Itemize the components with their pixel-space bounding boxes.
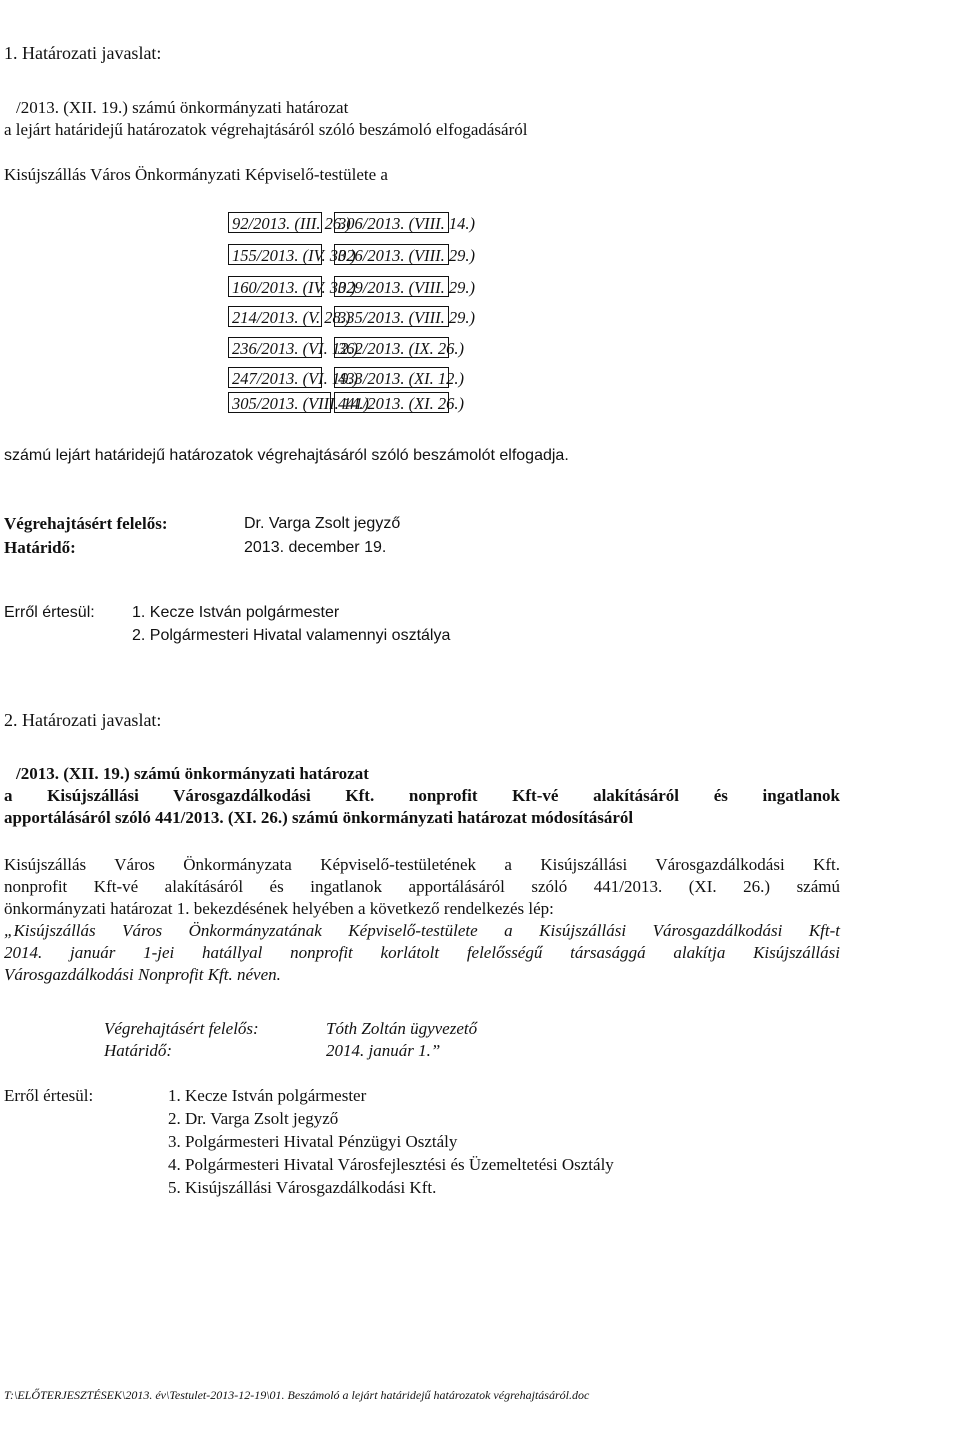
- notify-item: 5. Kisújszállási Városgazdálkodási Kft.: [168, 1178, 437, 1197]
- section1-decision: számú lejárt határidejű határozatok végrehajtásáról szóló beszámolót elfogadja.: [4, 447, 569, 464]
- section1-responsible-value: Dr. Varga Zsolt jegyző: [244, 515, 401, 532]
- section2-body-line: Kisújszállás Város Önkormányzata Képviselő-testületének a Kisújszállási Városgazdálkodási Kft.: [4, 855, 840, 874]
- footer-file-path: T:\ELŐTERJESZTÉSEK\2013. év\Testulet-2013-12-19\01. Beszámoló a lejárt határidejű határozatok végrehajtásáról.doc: [4, 1388, 590, 1402]
- resolution-cell: 305/2013. (VIII. 14.): [228, 392, 331, 413]
- notify-item: 4. Polgármesteri Hivatal Városfejlesztési és Üzemeltetési Osztály: [168, 1155, 614, 1174]
- resolution-cell: 247/2013. (VI. 19.): [228, 367, 322, 388]
- notify-item: 2. Polgármesteri Hivatal valamennyi osztálya: [132, 627, 451, 644]
- section1-heading: 1. Határozati javaslat:: [4, 43, 162, 63]
- resolution-cell: 335/2013. (VIII. 29.): [334, 306, 449, 327]
- section2-notify-label: Erről értesül:: [4, 1086, 94, 1105]
- section2-quote-line: 2014. január 1-jei hatállyal nonprofit korlátolt felelősségű társasággá alakítja Kisújszállási: [4, 943, 840, 962]
- section1-subject: a lejárt határidejű határozatok végrehajtásáról szóló beszámoló elfogadásáról: [4, 120, 528, 139]
- section1-intro: Kisújszállás Város Önkormányzati Képviselő-testülete a: [4, 165, 388, 184]
- section2-body-line: önkormányzati határozat 1. bekezdésének helyében a következő rendelkezés lép:: [4, 899, 554, 918]
- section2-decree-line: /2013. (XII. 19.) számú önkormányzati határozat: [16, 764, 369, 783]
- resolution-cell: 329/2013. (VIII. 29.): [334, 276, 449, 297]
- section2-subject-line: apportálásáról szóló 441/2013. (XI. 26.) számú önkormányzati határozat módosításáról: [4, 808, 634, 827]
- resolution-cell: 155/2013. (IV. 30.): [228, 244, 322, 265]
- section1-responsible-label: Végrehajtásért felelős:: [4, 514, 168, 533]
- section2-responsible-label: Végrehajtásért felelős:: [104, 1019, 259, 1038]
- section2-responsible-value: Tóth Zoltán ügyvezető: [326, 1019, 478, 1038]
- section2-quote-line: Városgazdálkodási Nonprofit Kft. néven.: [4, 965, 281, 984]
- section2-body-line: nonprofit Kft-vé alakításáról és ingatlanok apportálásáról szóló 441/2013. (XI. 26.) számú: [4, 877, 840, 896]
- section1-deadline-label: Határidő:: [4, 538, 76, 557]
- section1-decree-line: /2013. (XII. 19.) számú önkormányzati határozat: [16, 98, 349, 117]
- resolution-cell: 433/2013. (XI. 12.): [334, 367, 449, 388]
- notify-item: 1. Kecze István polgármester: [168, 1086, 367, 1105]
- resolution-cell: 306/2013. (VIII. 14.): [334, 212, 449, 233]
- section2-subject: [4, 785, 840, 829]
- resolution-cell: 362/2013. (IX. 26.): [334, 337, 449, 358]
- notify-item: 2. Dr. Varga Zsolt jegyző: [168, 1109, 339, 1128]
- section1-notify-label: Erről értesül:: [4, 604, 95, 621]
- section2-quote-line: „Kisújszállás Város Önkormányzatának Képviselő-testülete a Kisújszállási Városgazdálkodási Kft-t: [4, 921, 840, 940]
- resolution-cell: 326/2013. (VIII. 29.): [334, 244, 449, 265]
- resolution-cell: 236/2013. (VI. 12.): [228, 337, 322, 358]
- notify-item: 3. Polgármesteri Hivatal Pénzügyi Osztály: [168, 1132, 458, 1151]
- resolution-cell: 92/2013. (III. 26.): [228, 212, 322, 233]
- section2-quote: [4, 920, 840, 986]
- resolution-cell: 160/2013. (IV. 30.): [228, 276, 322, 297]
- resolution-cell: 441/2013. (XI. 26.): [334, 392, 449, 413]
- section2-subject-line: a Kisújszállási Városgazdálkodási Kft. nonprofit Kft-vé alakításáról és ingatlanok: [4, 786, 840, 805]
- section1-deadline-value: 2013. december 19.: [244, 539, 387, 556]
- resolution-cell: 214/2013. (V. 28.): [228, 306, 322, 327]
- section2-deadline-label: Határidő:: [104, 1041, 172, 1060]
- notify-item: 1. Kecze István polgármester: [132, 604, 340, 621]
- section2-deadline-value: 2014. január 1.”: [326, 1041, 441, 1060]
- section2-body: [4, 854, 840, 920]
- section2-heading: 2. Határozati javaslat:: [4, 710, 162, 730]
